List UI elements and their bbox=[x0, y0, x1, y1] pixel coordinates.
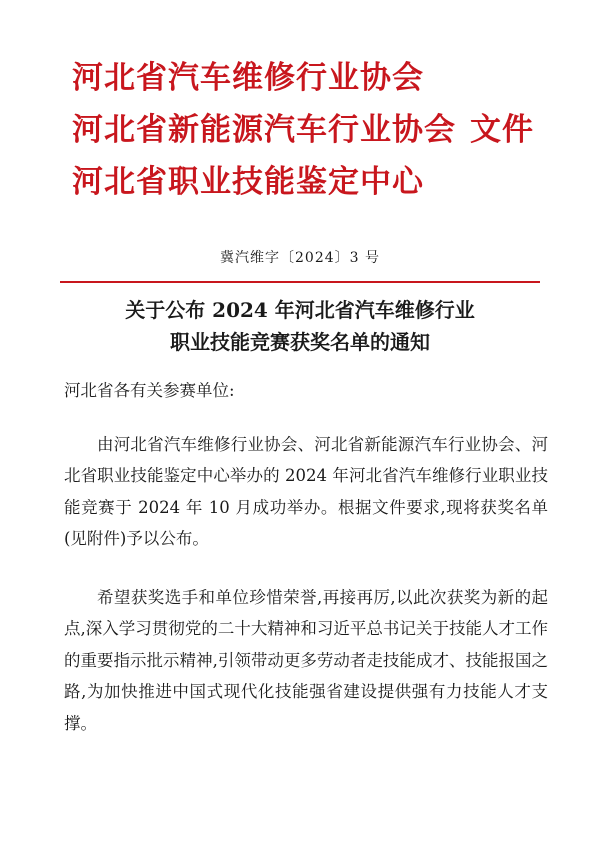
title-line-1: 关于公布 2024 年河北省汽车维修行业 bbox=[125, 298, 475, 322]
title-line-2: 职业技能竞赛获奖名单的通知 bbox=[170, 330, 430, 354]
issuer-name-2-text: 河北省新能源汽车行业协会 bbox=[72, 112, 456, 148]
document-number: 冀汽维字〔2024〕3 号 bbox=[220, 250, 380, 266]
issuer-name-3: 河北省职业技能鉴定中心 bbox=[72, 164, 424, 200]
issuer-name-1: 河北省汽车维修行业协会 bbox=[72, 60, 424, 96]
body-paragraph-1: 由河北省汽车维修行业协会、河北省新能源汽车行业协会、河北省职业技能鉴定中心举办的 2024 年河北省汽车维修行业职业技能竞赛于 2024 年 10 月成功举办。根据文件要求,现将获奖名单(见附件)予以公布。 bbox=[64, 434, 548, 549]
salutation: 河北省各有关参赛单位: bbox=[64, 381, 235, 400]
issuer-header bbox=[72, 52, 534, 208]
document-title bbox=[0, 294, 600, 358]
body-paragraph-2: 希望获奖选手和单位珍惜荣誉,再接再厉,以此次获奖为新的起点,深入学习贯彻党的二十大精神和习近平总书记关于技能人才工作的重要指示批示精神,引领带动更多劳动者走技能成才、技能报国之路,为加快推进中国式现代化技能强省建设提供强有力技能人才支撑。 bbox=[64, 587, 548, 733]
issuer-name-2 bbox=[72, 104, 534, 156]
document-suffix: 文件 bbox=[470, 112, 534, 148]
red-divider-line bbox=[60, 281, 540, 283]
